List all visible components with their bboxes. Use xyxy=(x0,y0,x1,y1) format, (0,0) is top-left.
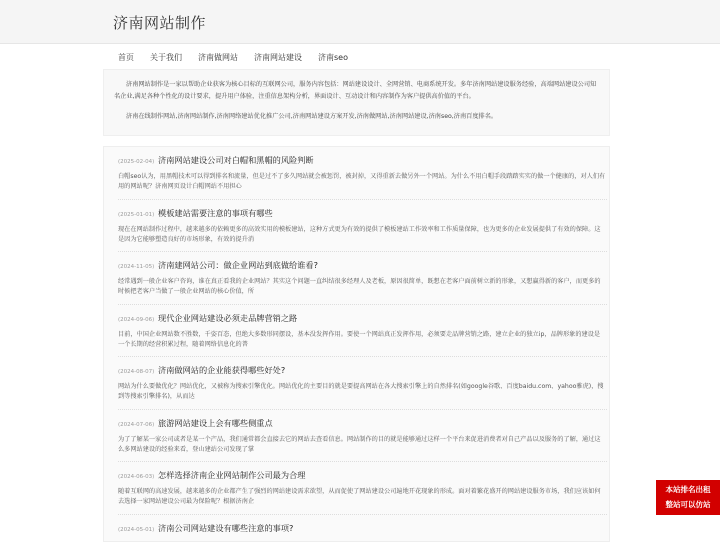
article-date: (2024-07-06) xyxy=(118,422,154,428)
article-title-link[interactable]: 怎样选择济南企业网站制作公司最为合理 xyxy=(158,470,305,481)
rent-notice-badge[interactable] xyxy=(656,480,720,515)
article-date: (2024-06-03) xyxy=(118,474,154,480)
intro-box xyxy=(103,69,610,136)
article-title-link[interactable]: 济南网站建设公司对白帽和黑帽的风险判断 xyxy=(158,155,314,166)
notice-line-1: 本站排名出租 xyxy=(656,482,720,497)
list-item xyxy=(104,147,609,200)
article-summary: 随着互联网的高速发展，越来越多的企业都产生了强烈的网站建设需求欲望，从而促使了网站建设公司遍地开花现象的形成。面对着繁花盛开的网站建设服务市场，我们应该如何去选择一家网站建设公司最为保险呢？根据济南企 xyxy=(118,487,606,507)
article-date: (2024-09-06) xyxy=(118,317,154,323)
list-item xyxy=(104,357,609,410)
article-list xyxy=(103,146,610,542)
intro-keywords: 济南在线制作网站,济南网站制作,济南网络建站优化推广公司,济南网站建设方案开发,济南做网站,济南网站建设,济南seo,济南百度排名。 xyxy=(104,103,609,123)
nav-item-jinan-web-build[interactable]: 济南网站建设 xyxy=(254,52,302,64)
article-summary: 经常遇到一般企业客户咨询，谁在真正看我的企业网站？其实这个问题一直纠结很多经理人及老板，原因很简单，既想在老客户面前树立新的形象，又想赢得新的客户，而更多的时候把老客户当做了一般企业网站的核心价值，所 xyxy=(118,277,606,297)
article-date: (2024-05-01) xyxy=(118,527,154,533)
site-title[interactable]: 济南网站制作 xyxy=(113,12,206,33)
article-title-link[interactable]: 模板建站需要注意的事项有哪些 xyxy=(158,208,273,219)
site-header xyxy=(0,0,720,44)
nav-item-home[interactable]: 首页 xyxy=(118,52,134,64)
article-title-link[interactable]: 济南做网站的企业能获得哪些好处? xyxy=(158,365,285,376)
main-nav xyxy=(118,52,364,66)
list-item xyxy=(104,252,609,305)
list-item xyxy=(104,410,609,463)
article-summary: 目前，中国企业网站数不胜数，千姿百态，但绝大多数形同摆设，基本没发挥作用。要使一个网站真正发挥作用，必须要走品牌营销之路，建立企业的独立ip，品牌形象的建设是一个长期的经营积累过程，随着网络信息化的普 xyxy=(118,330,606,350)
article-summary: 现在在网站制作过程中，越来越多的依赖更多的高效实用的模板建站，这种方式更为有效的提供了模板建站工作效率和工作质量保障，也为更多的企业发展提供了有效的保障。这是因为它能够塑造良好的市场形象，有效的提升消 xyxy=(118,225,606,245)
article-summary: 网站为什么要做优化？网站优化，又被称为搜索引擎优化。网站优化的主要目的就是要提高网站在各大搜索引擎上的自然排名(如google谷歌、百度baidu.com、yahoo雅虎)，搜到等搜索引擎排名)，从而达 xyxy=(118,382,606,402)
article-title-link[interactable]: 济南建网站公司：做企业网站到底做给谁看? xyxy=(158,260,318,271)
article-title-link[interactable]: 旅游网站建设上会有哪些侧重点 xyxy=(158,418,273,429)
list-item xyxy=(104,515,609,542)
article-date: (2024-11-05) xyxy=(118,264,154,270)
article-summary: 白帽seo认为，用黑帽技术可以得到排名和流量，但是过不了多久网站就会被惩罚，被封掉，又得重新去做另外一个网站。为什么不用白帽手段踏踏实实的做一个健康的，对人们有用的网站呢？济南网页设计白帽网站不用担心 xyxy=(118,172,606,192)
list-item xyxy=(104,305,609,358)
nav-item-about[interactable]: 关于我们 xyxy=(150,52,182,64)
article-date: (2025-02-04) xyxy=(118,159,154,165)
nav-item-jinan-seo[interactable]: 济南seo xyxy=(318,52,348,64)
intro-paragraph: 济南网站制作是一家以帮助企业获客为核心目标的互联网公司，服务内容包括：网站建设设计、全网营销、电商系统开发。多年济南网站建设服务经验，高端网站建设公司知名企业,满足各种个性化的设计要求，提升用户体验，注重信息架构分析，界面设计、互动设计和内容制作为客户提供高价值的平台。 xyxy=(104,70,609,103)
notice-line-2: 整站可以仿站 xyxy=(656,497,720,512)
article-title-link[interactable]: 现代企业网站建设必须走品牌营销之路 xyxy=(158,313,297,324)
article-date: (2025-01-01) xyxy=(118,212,154,218)
article-summary: 为了了解某一家公司或者是某一个产品，我们通常都会直接去它的网站去查看信息。网站制作的目的就是能够通过这样一个平台来促进消费者对自己产品以及服务的了解，通过这么多网站建设的经验来看，登山建站公司发现了掌 xyxy=(118,435,606,455)
list-item xyxy=(104,200,609,253)
list-item xyxy=(104,462,609,515)
article-date: (2024-08-07) xyxy=(118,369,154,375)
article-title-link[interactable]: 济南公司网站建设有哪些注意的事项? xyxy=(158,523,293,534)
nav-item-jinan-website[interactable]: 济南做网站 xyxy=(198,52,238,64)
